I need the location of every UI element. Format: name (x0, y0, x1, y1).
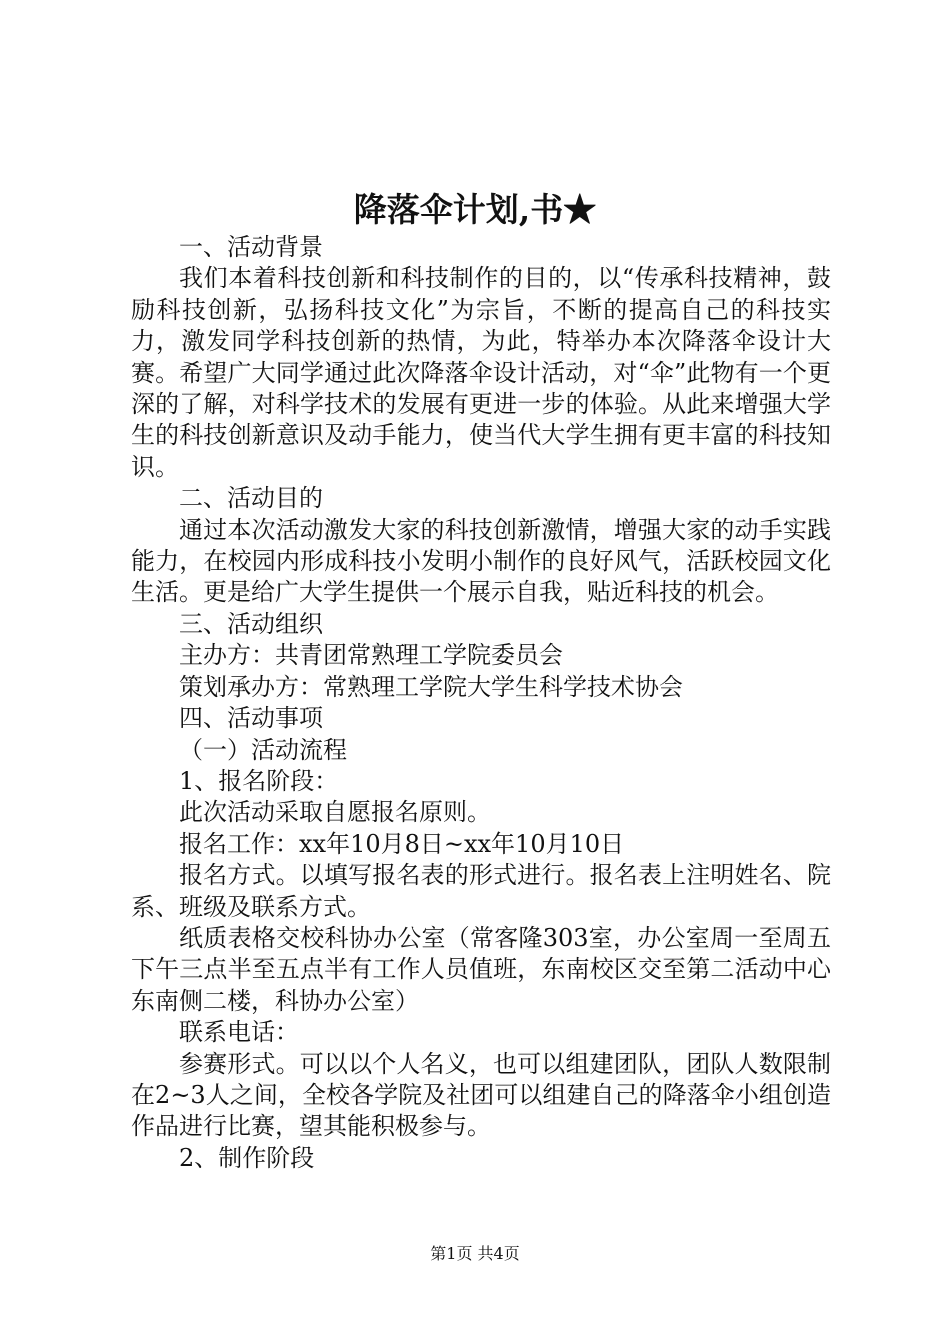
paragraph-purpose: 通过本次活动激发大家的科技创新激情，增强大家的动手实践能力，在校园内形成科技小发明小制作的良好风气，活跃校园文化生活。更是给广大学生提供一个展示自我，贴近科技的机会。 (131, 515, 831, 607)
paragraph-registration-principle: 此次活动采取自愿报名原则。 (179, 798, 491, 827)
paragraph-organizer: 策划承办方：常熟理工学院大学生科学技术协会 (179, 672, 683, 701)
paragraph-registration-dates: 报名工作：xx年10月8日~xx年10月10日 (179, 829, 625, 858)
section-heading-matters: 四、活动事项 (179, 704, 323, 733)
subheading-process: （一）活动流程 (179, 735, 347, 764)
paragraph-form-submission: 纸质表格交校科协办公室（常客隆303室，办公室周一至周五下午三点半至五点半有工作人员值班，东南校区交至第二活动中心东南侧二楼，科协办公室） (131, 923, 831, 1015)
subheading-production: 2、制作阶段 (179, 1143, 315, 1172)
document-title: 降落伞计划,书★ (353, 190, 597, 229)
paragraph-background: 我们本着科技创新和科技制作的目的，以“传承科技精神，鼓励科技创新，弘扬科技文化”为宗旨，不断的提高自己的科技实力，激发同学科技创新的热情，为此，特举办本次降落伞设计大赛。希望广大同学通过此次降落伞设计活动，对“伞”此物有一个更深的了解，对科学技术的发展有更进一步的体验。从此来增强大学生的科技创新意识及动手能力，使当代大学生拥有更丰富的科技知识。 (131, 264, 831, 481)
paragraph-host: 主办方：共青团常熟理工学院委员会 (179, 641, 563, 670)
subheading-registration: 1、报名阶段： (179, 766, 339, 795)
paragraph-registration-method: 报名方式。以填写报名表的形式进行。报名表上注明姓名、院系、班级及联系方式。 (131, 861, 831, 921)
paragraph-contact-phone: 联系电话： (179, 1018, 299, 1047)
section-heading-organization: 三、活动组织 (179, 609, 323, 638)
section-heading-background: 一、活动背景 (179, 233, 323, 261)
paragraph-entry-format: 参赛形式。可以以个人名义，也可以组建团队，团队人数限制在2~3人之间，全校各学院及社团可以组建自己的降落伞小组创造作品进行比赛，望其能积极参与。 (131, 1049, 831, 1141)
page-footer: 第1页 共4页 (430, 1244, 520, 1263)
document-body (131, 232, 831, 1174)
section-heading-purpose: 二、活动目的 (179, 484, 323, 513)
